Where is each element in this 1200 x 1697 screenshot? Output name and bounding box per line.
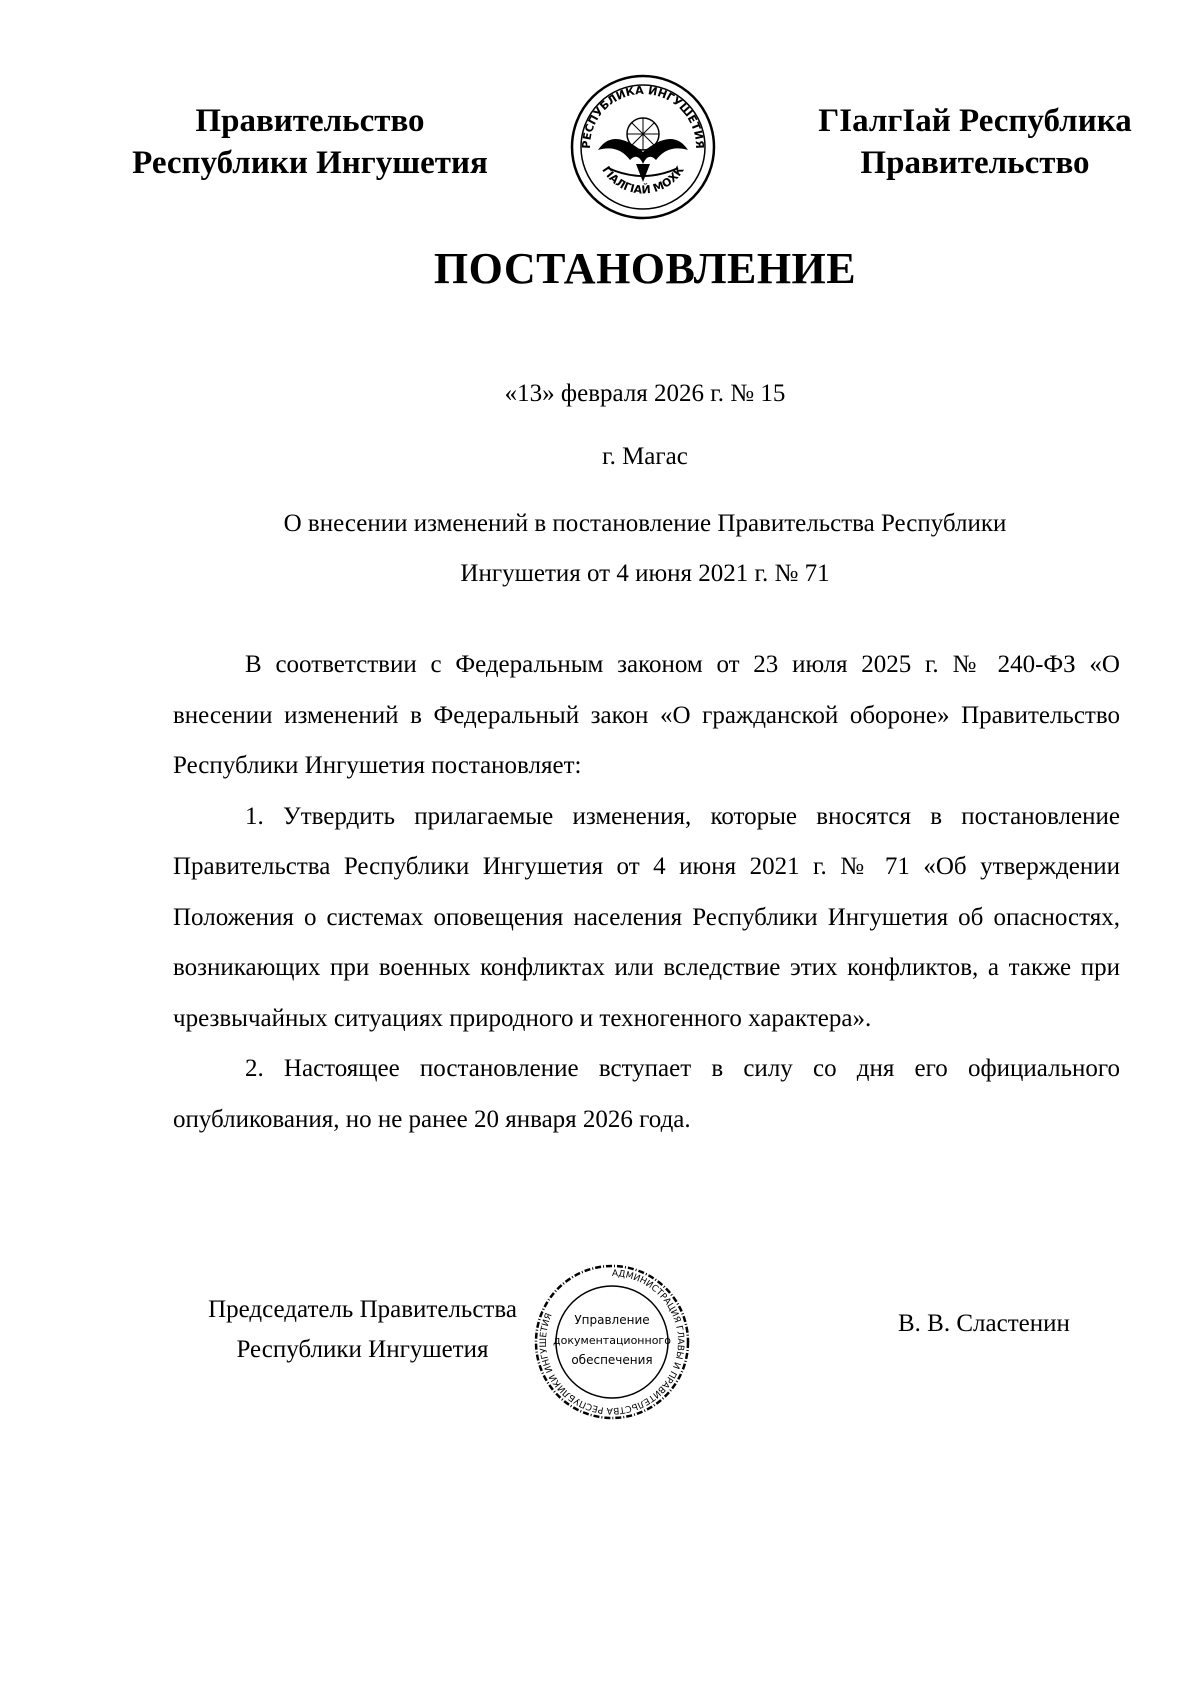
header-left-block: [110, 100, 510, 184]
stamp-ring-text: АДМИНИСТРАЦИЯ ГЛАВЫ И ПРАВИТЕЛЬСТВА РЕСПУБЛИКИ ИНГУШЕТИЯ: [538, 1268, 685, 1416]
emblem-ring-top-text: РЕСПУБЛИКА ИНГУШЕТИЯ: [579, 83, 707, 149]
document-subject-line2: Ингушетия от 4 июня 2021 г. № 71: [460, 560, 830, 587]
stamp-line3: обеспечения: [571, 1353, 653, 1367]
signatory-name: В. В. Сластенин: [898, 1310, 1070, 1337]
header-left-line2: Республики Ингушетия: [132, 145, 488, 181]
header-right-line1: ГIалгIай Республика: [818, 103, 1132, 139]
header-left-line1: Правительство: [195, 103, 425, 139]
signatory-title-line1: Председатель Правительства: [208, 1296, 517, 1323]
document-body: [173, 640, 1120, 1145]
header-right-line2: Правительство: [860, 145, 1090, 181]
body-item-2: 2. Настоящее постановление вступает в силу со дня его официального опубликования, но не ранее 20 января 2026 года.: [173, 1055, 1120, 1133]
signatory-title: [185, 1290, 540, 1370]
body-preamble: В соответствии с Федеральным законом от 23 июля 2025 г. № 240-ФЗ «О внесении изменений в Федеральный закон «О гражданской обороне» Правительство Республики Ингушетия постановляет:: [173, 651, 1120, 779]
body-item-1: 1. Утвердить прилагаемые изменения, которые вносятся в постановление Правительства Республики Ингушетия от 4 июня 2021 г. № 71 «Об утверждении Положения о системах оповещения населения Республики Ингушетия об опасностях, возникающих при военных конфликтах или вследствие этих конфликтов, а также при чрезвычайных ситуациях природного и техногенного характера».: [173, 802, 1120, 1032]
emblem-ring-bottom-text: ГIАЛГIАЙ МОХК: [599, 163, 687, 197]
document-type-title: ПОСТАНОВЛЕНИЕ: [433, 244, 857, 293]
stamp-line2: документационного: [553, 1334, 671, 1347]
coat-of-arms-emblem: [568, 72, 718, 222]
document-date-number: «13» февраля 2026 г. № 15: [504, 380, 786, 407]
official-stamp: [532, 1262, 692, 1422]
signatory-title-line2: Республики Ингушетия: [236, 1336, 489, 1363]
stamp-line1: Управление: [574, 1313, 650, 1327]
document-subject-line1: О внесении изменений в постановление Правительства Республики: [283, 510, 1007, 537]
header-right-block: [795, 100, 1155, 184]
document-city: г. Магас: [602, 443, 688, 470]
